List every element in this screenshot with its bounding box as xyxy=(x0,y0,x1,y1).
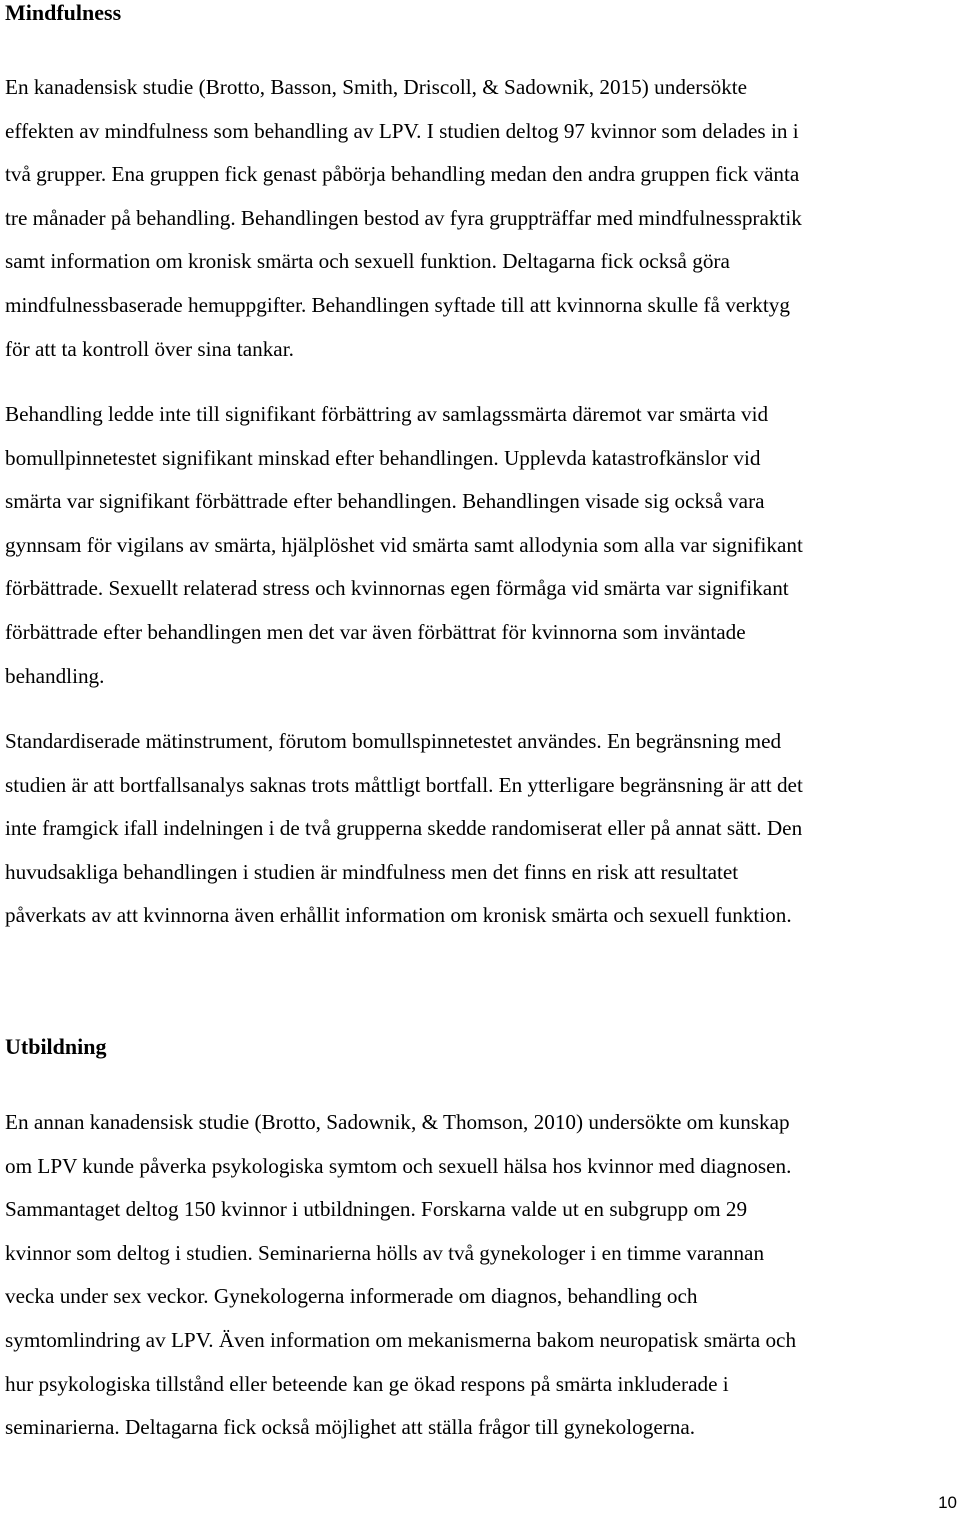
text-line: påverkats av att kvinnorna även erhållit information om kronisk smärta och sexuell funktion. xyxy=(5,903,792,928)
text-line: behandling. xyxy=(5,663,105,688)
text-line: hur psykologiska tillstånd eller beteende kan ge ökad respons på smärta inkluderade i xyxy=(5,1371,729,1396)
text-line: inte framgick ifall indelningen i de två grupperna skedde randomiserat eller på annat sätt. Den xyxy=(5,816,803,841)
page-number: 10 xyxy=(938,1493,957,1512)
text-line: kvinnor som deltog i studien. Seminarierna hölls av två gynekologer i en timme varannan xyxy=(5,1240,765,1265)
text-line: tre månader på behandling. Behandlingen bestod av fyra gruppträffar med mindfulnesspraktik xyxy=(5,205,802,230)
text-line: samt information om kronisk smärta och sexuell funktion. Deltagarna fick också göra xyxy=(5,249,730,274)
text-line: för att ta kontroll över sina tankar. xyxy=(5,336,294,361)
paragraph-mindfulness-limitations xyxy=(5,720,803,938)
text-line: huvudsakliga behandlingen i studien är mindfulness men det finns en risk att resultatet xyxy=(5,859,739,884)
paragraph-mindfulness-results xyxy=(5,393,803,698)
text-line: bomullpinnetestet signifikant minskad efter behandlingen. Upplevda katastrofkänslor vid xyxy=(5,445,761,470)
text-line: om LPV kunde påverka psykologiska symtom och sexuell hälsa hos kvinnor med diagnosen. xyxy=(5,1153,792,1178)
text-line: smärta var signifikant förbättrade efter behandlingen. Behandlingen visade sig också vara xyxy=(5,489,765,514)
text-line: En kanadensisk studie (Brotto, Basson, Smith, Driscoll, & Sadownik, 2015) undersökte xyxy=(5,75,748,99)
text-line: två grupper. Ena gruppen fick genast påbörja behandling medan den andra gruppen fick vänta xyxy=(5,162,800,187)
section-heading-utbildning: Utbildning xyxy=(5,1034,107,1059)
text-line: gynnsam för vigilans av smärta, hjälplöshet vid smärta samt allodynia som alla var signifikant xyxy=(5,532,803,557)
paragraph-mindfulness-study xyxy=(5,66,802,371)
paragraph-utbildning-study xyxy=(5,1101,796,1450)
text-line: Sammantaget deltog 150 kvinnor i utbildningen. Forskarna valde ut en subgrupp om 29 xyxy=(5,1197,748,1222)
text-line: studien är att bortfallsanalys saknas trots måttligt bortfall. En ytterligare begränsning är att det xyxy=(5,772,803,797)
text-line: effekten av mindfulness som behandling av LPV. I studien deltog 97 kvinnor som delades in i xyxy=(5,118,799,143)
section-heading-mindfulness: Mindfulness xyxy=(5,0,122,25)
text-line: mindfulnessbaserade hemuppgifter. Behandlingen syftade till att kvinnorna skulle få verktyg xyxy=(5,292,790,317)
text-line: förbättrade. Sexuellt relaterad stress och kvinnornas egen förmåga vid smärta var signifikant xyxy=(5,576,789,601)
text-line: Behandling ledde inte till signifikant förbättring av samlagssmärta däremot var smärta vid xyxy=(5,402,769,426)
text-line: förbättrade efter behandlingen men det var även förbättrat för kvinnorna som inväntade xyxy=(5,619,746,644)
text-line: En annan kanadensisk studie (Brotto, Sadownik, & Thomson, 2010) undersökte om kunskap xyxy=(5,1110,790,1134)
text-line: symtomlindring av LPV. Även information om mekanismerna bakom neuropatisk smärta och xyxy=(5,1327,797,1352)
text-line: seminarierna. Deltagarna fick också möjlighet att ställa frågor till gynekologerna. xyxy=(5,1415,696,1440)
text-line: Standardiserade mätinstrument, förutom bomullspinnetestet användes. En begränsning med xyxy=(5,729,782,753)
text-line: vecka under sex veckor. Gynekologerna informerade om diagnos, behandling och xyxy=(5,1284,698,1309)
